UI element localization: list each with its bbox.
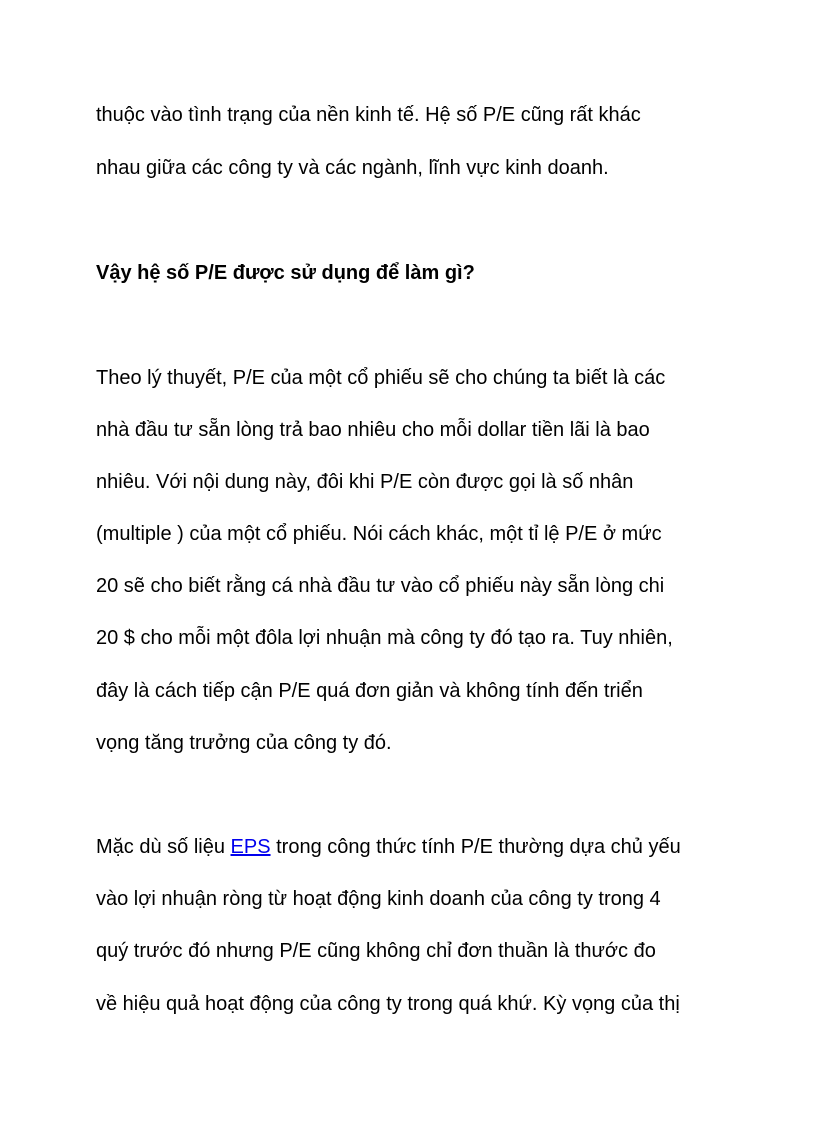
text-line-with-link [96, 835, 681, 859]
eps-link[interactable]: EPS [230, 836, 271, 858]
text-line: thuộc vào tình trạng của nền kinh tế. Hệ số P/E cũng rất khác [96, 104, 641, 126]
text-line: nhau giữa các công ty và các ngành, lĩnh vực kinh doanh. [96, 157, 609, 179]
text-line: vọng tăng trưởng của công ty đó. [96, 732, 392, 754]
text-segment: trong công thức tính P/E thường dựa chủ yếu [270, 836, 681, 858]
section-heading: Vậy hệ số P/E được sử dụng để làm gì? [96, 262, 475, 284]
text-line: về hiệu quả hoạt động của công ty trong quá khứ. Kỳ vọng của thị [96, 993, 680, 1015]
text-line: (multiple ) của một cổ phiếu. Nói cách khác, một tỉ lệ P/E ở mức [96, 523, 662, 545]
text-line: nhiêu. Với nội dung này, đôi khi P/E còn được gọi là số nhân [96, 471, 634, 493]
text-line: 20 sẽ cho biết rằng cá nhà đầu tư vào cổ phiếu này sẵn lòng chi [96, 575, 665, 597]
text-line: nhà đầu tư sẵn lòng trả bao nhiêu cho mỗi dollar tiền lãi là bao [96, 419, 650, 441]
text-line: quý trước đó nhưng P/E cũng không chỉ đơn thuần là thước đo [96, 940, 656, 962]
text-line: 20 $ cho mỗi một đôla lợi nhuận mà công ty đó tạo ra. Tuy nhiên, [96, 627, 673, 649]
text-line: đây là cách tiếp cận P/E quá đơn giản và không tính đến triển [96, 680, 643, 702]
text-line: Theo lý thuyết, P/E của một cổ phiếu sẽ cho chúng ta biết là các [96, 367, 666, 389]
text-line: vào lợi nhuận ròng từ hoạt động kinh doanh của công ty trong 4 [96, 888, 661, 910]
text-segment: Mặc dù số liệu [96, 836, 231, 858]
